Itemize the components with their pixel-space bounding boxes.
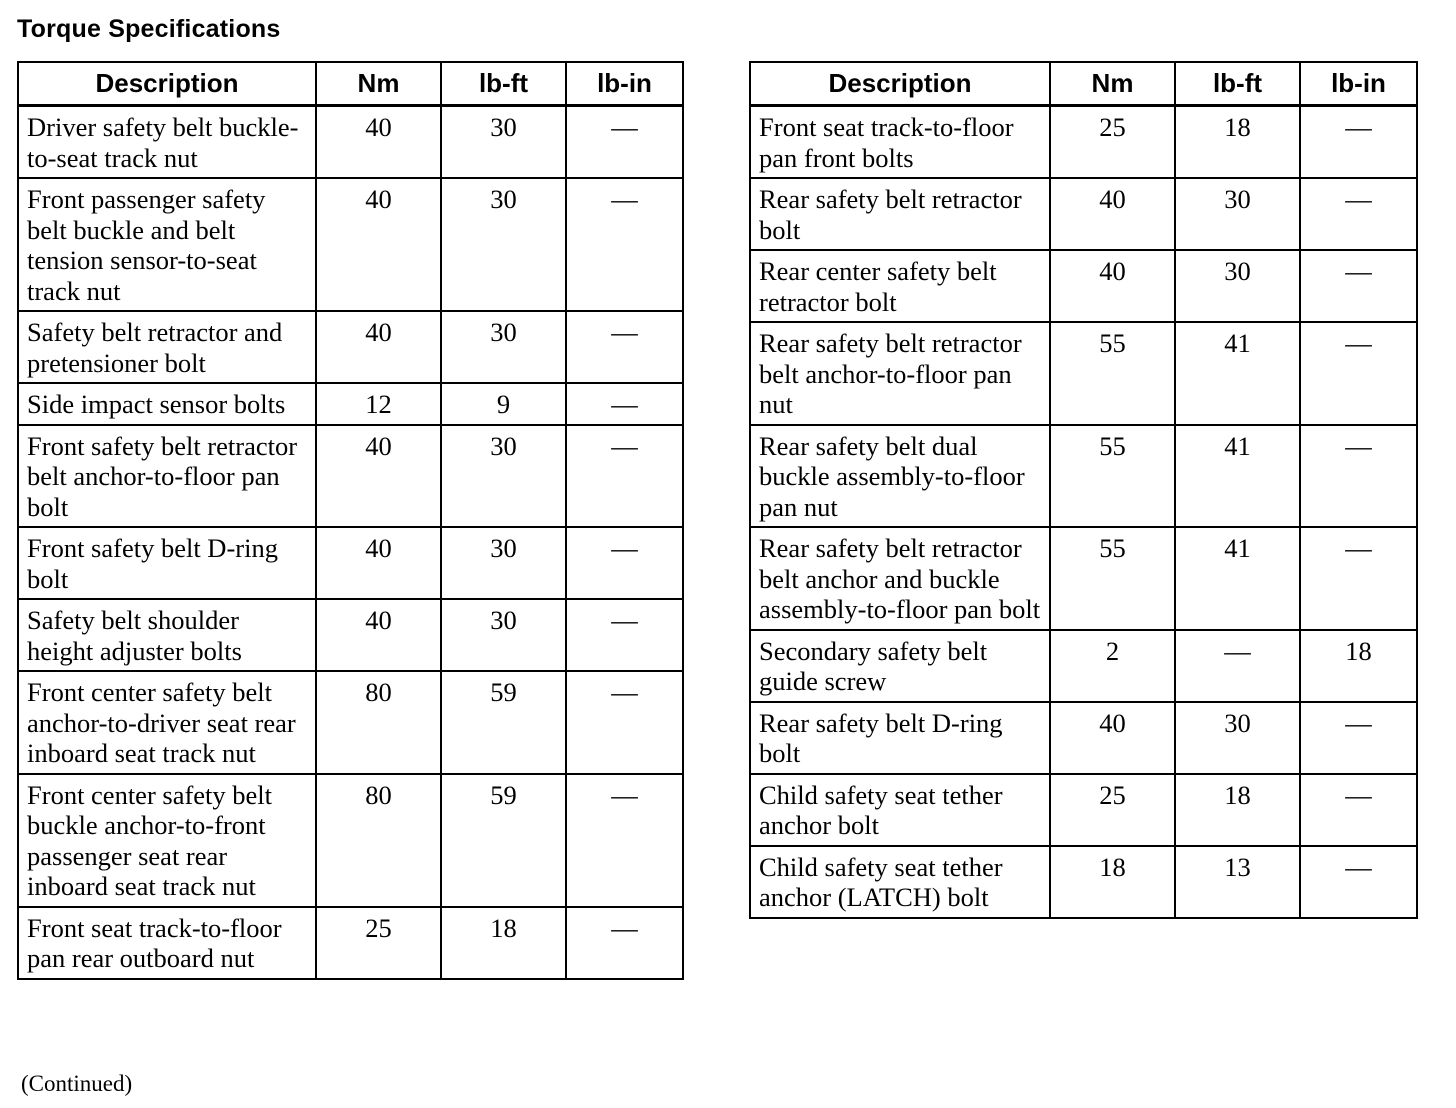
cell-nm: 25 <box>1050 774 1175 846</box>
table-row <box>18 178 683 311</box>
column-header-lb-ft: lb-ft <box>441 62 566 106</box>
table-row <box>750 846 1417 918</box>
cell-description: Safety belt retractor and pretensioner bolt <box>18 311 316 383</box>
column-header-description: Description <box>18 62 316 106</box>
column-header-lb-ft: lb-ft <box>1175 62 1300 106</box>
cell-lb-ft: 41 <box>1175 322 1300 425</box>
cell-lb-ft: 41 <box>1175 425 1300 528</box>
column-header-nm: Nm <box>1050 62 1175 106</box>
table-row <box>750 630 1417 702</box>
torque-table-left <box>17 61 684 980</box>
cell-lb-ft: 41 <box>1175 527 1300 630</box>
cell-lb-in: — <box>566 599 683 671</box>
cell-nm: 80 <box>316 774 441 907</box>
cell-description: Front safety belt D-ring bolt <box>18 527 316 599</box>
cell-nm: 40 <box>316 106 441 179</box>
table-row <box>750 702 1417 774</box>
table-row <box>18 425 683 528</box>
cell-lb-ft: 30 <box>441 527 566 599</box>
table-row <box>18 383 683 425</box>
cell-lb-in: — <box>1300 425 1417 528</box>
column-header-description: Description <box>750 62 1050 106</box>
cell-description: Child safety seat tether anchor (LATCH) bolt <box>750 846 1050 918</box>
cell-nm: 25 <box>1050 106 1175 179</box>
cell-lb-in: — <box>1300 178 1417 250</box>
table-row <box>18 907 683 979</box>
cell-nm: 2 <box>1050 630 1175 702</box>
table-row <box>18 106 683 179</box>
cell-lb-ft: 30 <box>441 599 566 671</box>
cell-lb-in: — <box>1300 846 1417 918</box>
cell-nm: 40 <box>316 425 441 528</box>
cell-description: Side impact sensor bolts <box>18 383 316 425</box>
cell-description: Rear safety belt D-ring bolt <box>750 702 1050 774</box>
table-header-row <box>750 62 1417 106</box>
cell-lb-ft: 9 <box>441 383 566 425</box>
cell-lb-in: — <box>566 671 683 774</box>
cell-description: Rear safety belt retractor bolt <box>750 178 1050 250</box>
cell-description: Front seat track-to-floor pan front bolts <box>750 106 1050 179</box>
cell-nm: 55 <box>1050 322 1175 425</box>
cell-lb-in: — <box>566 425 683 528</box>
cell-nm: 18 <box>1050 846 1175 918</box>
column-header-nm: Nm <box>316 62 441 106</box>
table-row <box>18 774 683 907</box>
table-row <box>18 671 683 774</box>
table-row <box>750 250 1417 322</box>
cell-nm: 25 <box>316 907 441 979</box>
table-row <box>750 774 1417 846</box>
cell-lb-ft: 30 <box>1175 178 1300 250</box>
cell-description: Rear center safety belt retractor bolt <box>750 250 1050 322</box>
cell-description: Secondary safety belt guide screw <box>750 630 1050 702</box>
cell-lb-ft: — <box>1175 630 1300 702</box>
cell-lb-in: — <box>1300 527 1417 630</box>
cell-lb-ft: 59 <box>441 671 566 774</box>
cell-nm: 12 <box>316 383 441 425</box>
cell-nm: 55 <box>1050 425 1175 528</box>
cell-lb-in: — <box>1300 774 1417 846</box>
torque-table-right <box>749 61 1418 919</box>
cell-lb-ft: 18 <box>1175 106 1300 179</box>
table-row <box>750 322 1417 425</box>
cell-lb-ft: 30 <box>441 425 566 528</box>
cell-description: Rear safety belt dual buckle assembly-to-floor pan nut <box>750 425 1050 528</box>
cell-lb-in: — <box>1300 250 1417 322</box>
cell-lb-ft: 30 <box>1175 702 1300 774</box>
table-header-row <box>18 62 683 106</box>
table-row <box>750 425 1417 528</box>
cell-lb-ft: 59 <box>441 774 566 907</box>
cell-nm: 40 <box>1050 702 1175 774</box>
cell-description: Front seat track-to-floor pan rear outboard nut <box>18 907 316 979</box>
cell-lb-ft: 18 <box>441 907 566 979</box>
cell-lb-in: — <box>566 383 683 425</box>
cell-lb-in: — <box>1300 322 1417 425</box>
cell-nm: 40 <box>316 599 441 671</box>
cell-lb-ft: 30 <box>1175 250 1300 322</box>
cell-description: Rear safety belt retractor belt anchor and buckle assembly-to-floor pan bolt <box>750 527 1050 630</box>
cell-nm: 40 <box>1050 178 1175 250</box>
table-row <box>750 106 1417 179</box>
cell-description: Front passenger safety belt buckle and belt tension sensor-to-seat track nut <box>18 178 316 311</box>
column-header-lb-in: lb-in <box>566 62 683 106</box>
table-row <box>18 527 683 599</box>
cell-nm: 40 <box>316 527 441 599</box>
table-row <box>750 178 1417 250</box>
cell-nm: 80 <box>316 671 441 774</box>
cell-description: Child safety seat tether anchor bolt <box>750 774 1050 846</box>
cell-lb-in: — <box>566 774 683 907</box>
cell-description: Front center safety belt buckle anchor-to-front passenger seat rear inboard seat track nut <box>18 774 316 907</box>
cell-lb-in: 18 <box>1300 630 1417 702</box>
table-row <box>750 527 1417 630</box>
page-title: Torque Specifications <box>17 15 281 43</box>
cell-description: Front center safety belt anchor-to-driver seat rear inboard seat track nut <box>18 671 316 774</box>
column-header-lb-in: lb-in <box>1300 62 1417 106</box>
cell-nm: 40 <box>316 311 441 383</box>
cell-lb-ft: 30 <box>441 311 566 383</box>
cell-nm: 40 <box>316 178 441 311</box>
cell-nm: 55 <box>1050 527 1175 630</box>
cell-description: Safety belt shoulder height adjuster bolts <box>18 599 316 671</box>
cell-lb-in: — <box>566 311 683 383</box>
cell-lb-ft: 30 <box>441 178 566 311</box>
cell-lb-in: — <box>566 907 683 979</box>
cell-description: Rear safety belt retractor belt anchor-to-floor pan nut <box>750 322 1050 425</box>
cell-description: Front safety belt retractor belt anchor-to-floor pan bolt <box>18 425 316 528</box>
continued-note: (Continued) <box>21 1071 133 1096</box>
cell-nm: 40 <box>1050 250 1175 322</box>
cell-lb-in: — <box>566 106 683 179</box>
cell-lb-in: — <box>1300 106 1417 179</box>
cell-description: Driver safety belt buckle-to-seat track nut <box>18 106 316 179</box>
cell-lb-ft: 30 <box>441 106 566 179</box>
table-row <box>18 599 683 671</box>
cell-lb-in: — <box>566 527 683 599</box>
table-row <box>18 311 683 383</box>
cell-lb-ft: 13 <box>1175 846 1300 918</box>
cell-lb-in: — <box>566 178 683 311</box>
cell-lb-in: — <box>1300 702 1417 774</box>
cell-lb-ft: 18 <box>1175 774 1300 846</box>
